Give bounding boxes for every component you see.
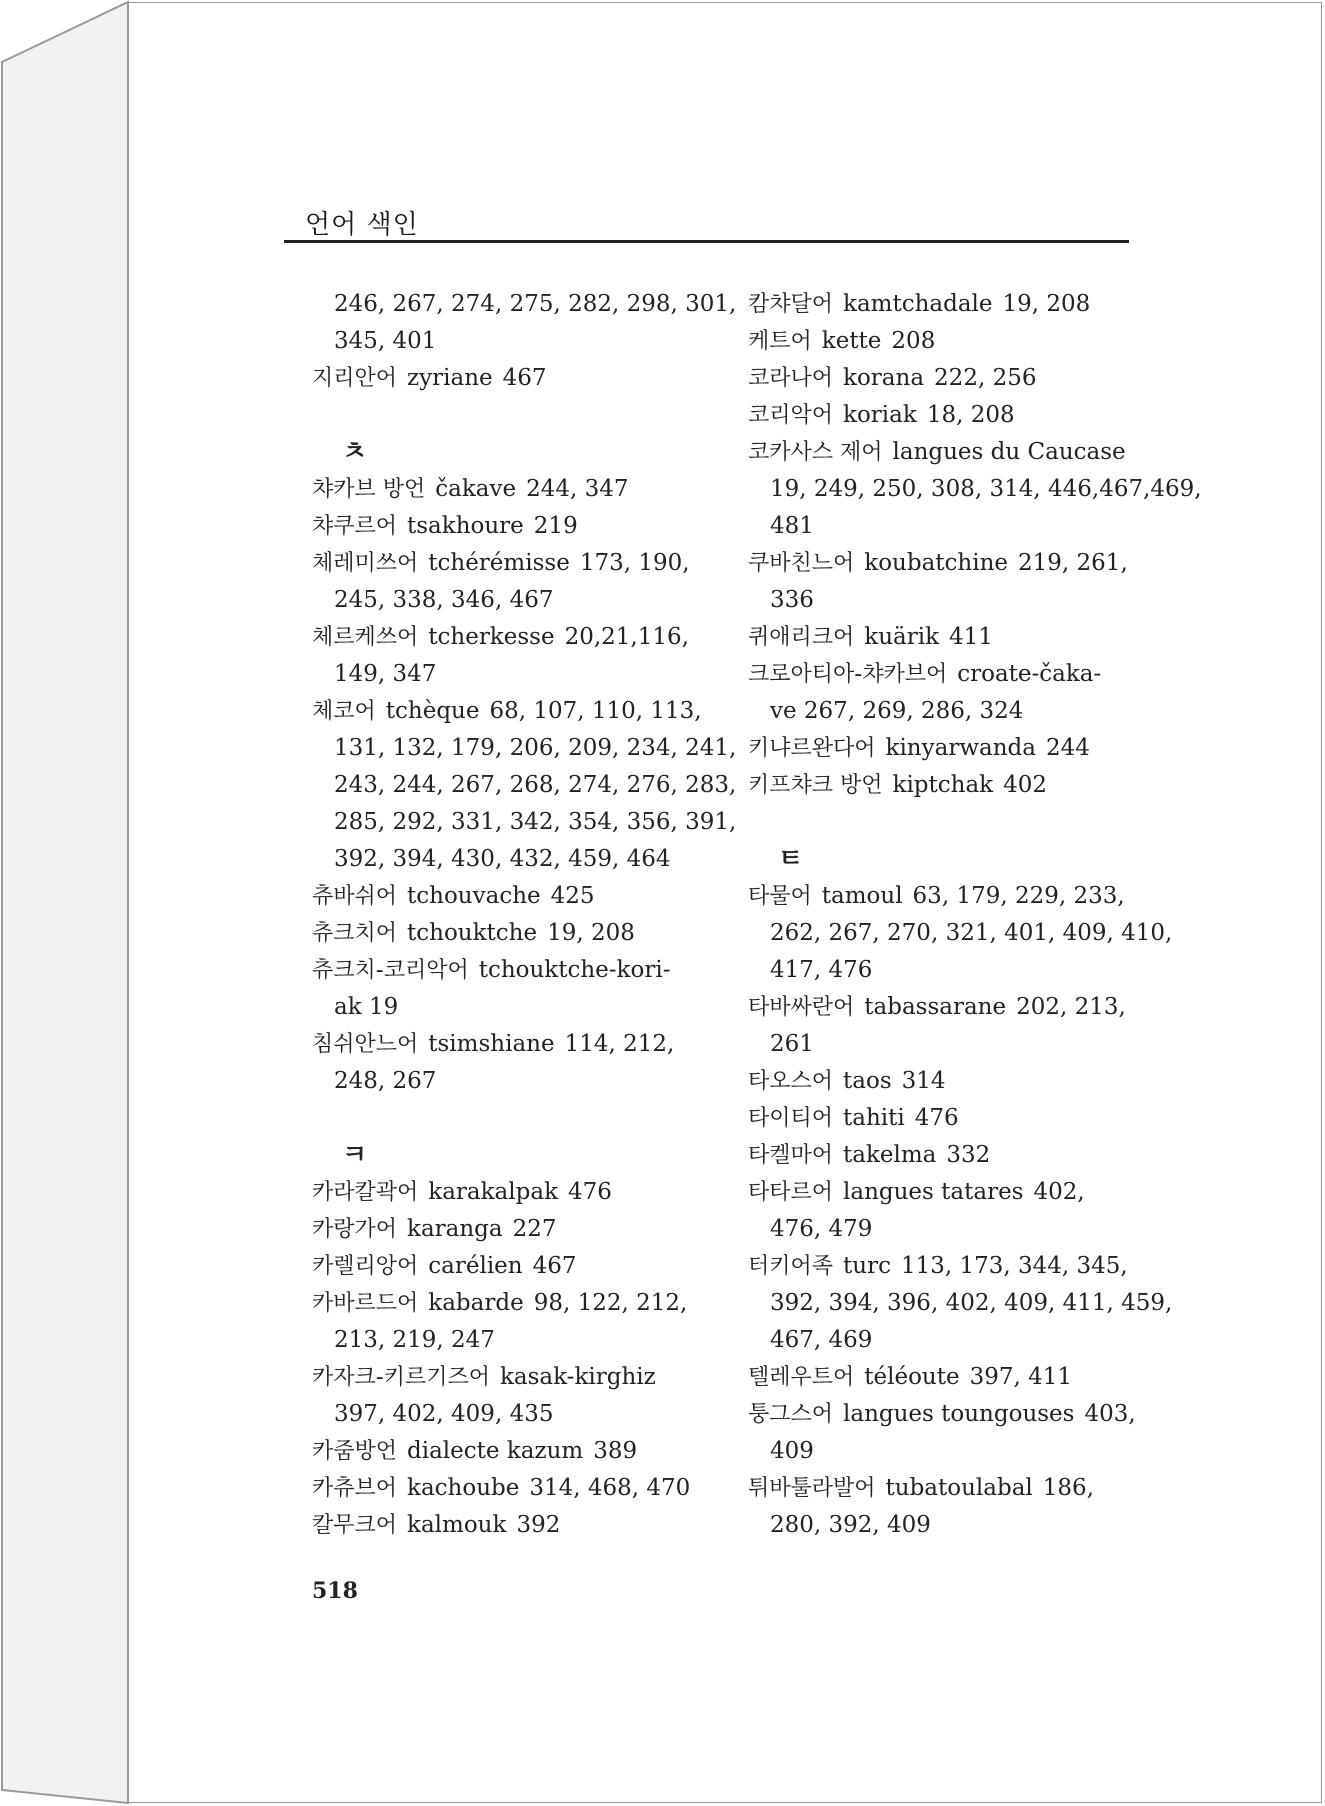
entry-korean: 퀴애리크어 [748,625,855,650]
index-entry [748,360,1138,397]
entry-pages: 244, 347 [526,476,629,502]
entry-pages: 114, 212, [564,1031,675,1057]
entry-term: kiptchak [892,772,994,798]
index-entry [312,1433,712,1470]
index-entry [748,1359,1138,1396]
entry-term: kette [821,328,882,354]
index-entry [312,1174,712,1211]
index-entry [312,1248,712,1285]
entry-term: takelma [843,1142,937,1168]
entry-continuation: 476, 479 [770,1216,873,1242]
index-entry [312,545,712,582]
entry-pages: 476 [914,1105,959,1131]
entry-continuation: 481 [770,513,814,539]
index-column-left [312,286,737,1544]
entry-korean: 텔레우트어 [748,1365,855,1390]
entry-pages: 19, 208 [547,920,635,946]
entry-pages: 467 [532,1253,577,1279]
entry-pages: 476 [568,1179,612,1205]
entry-korean: 침쉬안느어 [312,1032,419,1057]
entry-continuation: 19, 249, 250, 308, 314, 446,467,469, [770,476,1202,502]
entry-term: koubatchine [864,550,1009,576]
index-entry [312,1026,712,1063]
index-entry [748,434,1138,471]
entry-korean: 타타르어 [748,1180,834,1205]
index-entry [312,952,712,989]
entry-korean: 타오스어 [748,1069,834,1094]
entry-term: korana [843,365,925,391]
entry-continuation: 246, 267, 274, 275, 282, 298, 301, [334,291,737,317]
entry-continuation: 392, 394, 396, 402, 409, 411, 459, [770,1290,1173,1316]
entry-continuation: 261 [770,1031,814,1057]
entry-pages: 314 [901,1068,946,1094]
index-entry [748,1470,1138,1507]
entry-continuation: 285, 292, 331, 342, 354, 356, 391, [334,809,737,835]
section-letter: ㅊ [342,437,368,467]
entry-term: kabarde [428,1290,524,1316]
entry-pages: 63, 179, 229, 233, [912,883,1125,909]
entry-term: turc [843,1253,891,1279]
entry-term: carélien [428,1253,523,1279]
entry-term: tchouktche-kori- [478,957,671,983]
entry-korean: 튀바툴라발어 [748,1476,876,1501]
entry-term: tsimshiane [428,1031,555,1057]
entry-pages: 222, 256 [934,365,1037,391]
entry-korean: 챠쿠르어 [312,514,398,539]
entry-pages: 389 [593,1438,638,1464]
entry-term: dialecte kazum [407,1438,584,1464]
index-entry [748,323,1138,360]
entry-term: zyriane [407,365,493,391]
index-entry [748,1100,1138,1137]
entry-pages: 202, 213, [1016,994,1126,1020]
entry-korean: 카츄브어 [312,1476,398,1501]
entry-pages: 19, 208 [1002,291,1091,317]
entry-pages: 332 [946,1142,991,1168]
index-entry [312,915,712,952]
index-entry [748,1174,1138,1211]
index-entry [748,545,1138,582]
entry-pages: 18, 208 [926,402,1015,428]
entry-korean: 타이티어 [748,1106,834,1131]
entry-continuation: 131, 132, 179, 206, 209, 234, 241, [334,735,737,761]
entry-korean: 타물어 [748,884,812,909]
entry-pages: 227 [512,1216,557,1242]
entry-pages: 397, 411 [969,1364,1073,1390]
entry-term: téléoute [864,1364,960,1390]
entry-korean: 카자크-키르기즈어 [312,1365,490,1390]
entry-pages: 20,21,116, [564,624,689,650]
index-entry [748,878,1138,915]
entry-continuation: 417, 476 [770,957,873,983]
entry-korean: 카줌방언 [312,1439,398,1464]
page-number: 518 [312,1578,358,1604]
entry-korean: 퉁그스어 [748,1402,834,1427]
index-entry [748,1248,1138,1285]
entry-term: tabassarane [864,994,1007,1020]
entry-pages: 219 [533,513,578,539]
entry-korean: 타켈마어 [748,1143,834,1168]
entry-term: taos [843,1068,892,1094]
entry-korean: 크로아티아-챠카브어 [748,662,948,687]
entry-continuation: 280, 392, 409 [770,1512,931,1538]
entry-korean: 카렐리앙어 [312,1254,419,1279]
index-entry [312,878,712,915]
entry-pages: 186, [1042,1475,1094,1501]
entry-term: langues du Caucase [892,439,1126,465]
entry-term: kinyarwanda [885,735,1036,761]
entry-term: tchèque [385,698,480,724]
entry-term: kasak-kirghiz [499,1364,656,1390]
entry-korean: 카바르드어 [312,1291,419,1316]
entry-korean: 코카사스 제어 [748,440,883,465]
index-entry [748,1063,1138,1100]
entry-korean: 코라나어 [748,366,834,391]
entry-pages: 392 [516,1512,561,1538]
entry-korean: 카라칼곽어 [312,1180,419,1205]
index-entry [748,619,1138,656]
entry-term: croate-čaka- [957,661,1102,687]
entry-korean: 코리악어 [748,403,834,428]
section-letter: ㅌ [778,844,804,874]
blank-line [312,1100,712,1137]
index-entry [312,471,712,508]
section-letter: ㅋ [342,1140,368,1170]
index-entry [748,1137,1138,1174]
index-entry [748,286,1138,323]
entry-korean: 터키어족 [748,1254,834,1279]
entry-pages: 425 [550,883,595,909]
entry-korean: 쿠바친느어 [748,551,855,576]
entry-pages: 402 [1003,772,1048,798]
index-entry [312,1211,712,1248]
entry-korean: 케트어 [748,329,812,354]
index-entry [312,1470,712,1507]
index-entry [748,767,1138,804]
index-entry [748,656,1138,693]
entry-term: čakave [435,476,517,502]
index-entry [312,693,712,730]
entry-term: kuärik [864,624,940,650]
index-entry [748,1396,1138,1433]
index-column-right [748,286,1202,1544]
entry-korean: 캄챠달어 [748,292,834,317]
entry-continuation: 248, 267 [334,1068,437,1094]
book-page [128,2,1322,1803]
index-entry [312,508,712,545]
entry-continuation: 409 [770,1438,814,1464]
entry-continuation: ve 267, 269, 286, 324 [770,698,1024,724]
index-entry [312,619,712,656]
entry-continuation: ak 19 [334,994,399,1020]
entry-korean: 칼무크어 [312,1513,398,1538]
entry-term: kalmouk [407,1512,507,1538]
entry-pages: 208 [891,328,936,354]
entry-continuation: 467, 469 [770,1327,873,1353]
entry-continuation: 336 [770,587,814,613]
entry-continuation: 345, 401 [334,328,437,354]
entry-term: tchérémisse [428,550,570,576]
entry-pages: 402, [1033,1179,1085,1205]
entry-term: karakalpak [428,1179,558,1205]
entry-korean: 체코어 [312,699,376,724]
entry-continuation: 213, 219, 247 [334,1327,495,1353]
entry-term: tsakhoure [407,513,524,539]
entry-term: tchouvache [407,883,541,909]
entry-term: kamtchadale [843,291,993,317]
entry-pages: 403, [1084,1401,1136,1427]
entry-pages: 113, 173, 344, 345, [900,1253,1128,1279]
index-entry [312,1285,712,1322]
entry-korean: 츄바쉬어 [312,884,398,909]
entry-continuation: 243, 244, 267, 268, 274, 276, 283, [334,772,737,798]
index-entry [748,397,1138,434]
entry-term: tubatoulabal [885,1475,1033,1501]
entry-pages: 244 [1045,735,1090,761]
entry-pages: 98, 122, 212, [533,1290,688,1316]
entry-korean: 체레미쓰어 [312,551,419,576]
index-entry [312,1507,712,1544]
index-entry [748,730,1138,767]
entry-korean: 키프챠크 방언 [748,773,883,798]
entry-pages: 467 [502,365,547,391]
entry-continuation: 392, 394, 430, 432, 459, 464 [334,846,671,872]
entry-korean: 츄크치어 [312,921,398,946]
entry-korean: 카랑가어 [312,1217,398,1242]
entry-term: langues tatares [843,1179,1024,1205]
entry-korean: 챠카브 방언 [312,477,426,502]
index-entry [748,989,1138,1026]
entry-term: tcherkesse [428,624,555,650]
entry-pages: 173, 190, [579,550,690,576]
index-entry [312,360,712,397]
entry-korean: 타바싸란어 [748,995,855,1020]
entry-pages: 314, 468, 470 [529,1475,691,1501]
entry-korean: 지리안어 [312,366,398,391]
entry-continuation: 262, 267, 270, 321, 401, 409, 410, [770,920,1173,946]
index-entry [312,1359,712,1396]
entry-korean: 츄크치-코리악어 [312,958,469,983]
header-rule [284,240,1129,243]
entry-term: tamoul [821,883,903,909]
entry-pages: 411 [949,624,993,650]
entry-korean: 키냐르완다어 [748,736,876,761]
entry-term: tahiti [843,1105,905,1131]
running-head: 언어 색인 [305,210,419,240]
entry-continuation: 245, 338, 346, 467 [334,587,554,613]
entry-term: karanga [407,1216,503,1242]
entry-pages: 219, 261, [1018,550,1128,576]
blank-line [748,804,1138,841]
entry-term: langues toungouses [843,1401,1075,1427]
entry-korean: 체르케쓰어 [312,625,419,650]
entry-term: kachoube [407,1475,520,1501]
entry-term: koriak [843,402,917,428]
entry-pages: 68, 107, 110, 113, [489,698,702,724]
entry-continuation: 397, 402, 409, 435 [334,1401,554,1427]
entry-term: tchouktche [407,920,538,946]
blank-line [312,397,712,434]
entry-continuation: 149, 347 [334,661,437,687]
